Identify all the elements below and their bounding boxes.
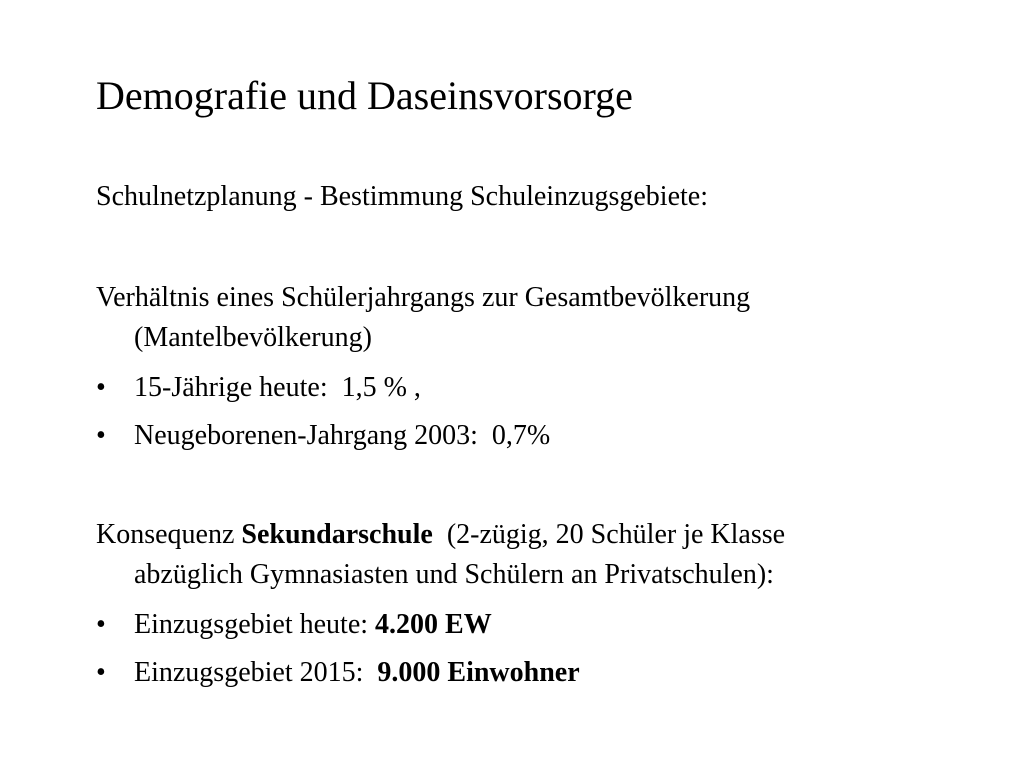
- ratio-paragraph: [96, 278, 956, 358]
- bullet-icon: •: [96, 372, 106, 403]
- ratio-bullet-1: [96, 368, 421, 408]
- consequence-bullet-2-value: 9.000 Einwohner: [377, 657, 580, 688]
- ratio-line-2: (Mantelbevölkerung): [134, 322, 372, 353]
- ratio-bullet-1-text: 15-Jährige heute: 1,5 % ,: [134, 372, 421, 403]
- ratio-bullet-2-text: Neugeborenen-Jahrgang 2003: 0,7%: [134, 420, 551, 451]
- slide-title: Demografie und Daseinsvorsorge: [96, 73, 633, 118]
- consequence-emphasis: Sekundarschule: [241, 519, 433, 550]
- consequence-bullet-1-value: 4.200 EW: [375, 609, 492, 640]
- consequence-suffix: (2-zügig, 20 Schüler je Klasse: [432, 519, 786, 550]
- bullet-icon: •: [96, 657, 106, 688]
- consequence-bullet-2: [96, 653, 580, 693]
- consequence-bullet-1-label: Einzugsgebiet heute:: [134, 609, 376, 640]
- consequence-paragraph: [96, 515, 956, 595]
- consequence-bullet-1: [96, 605, 492, 645]
- ratio-line-1: Verhältnis eines Schülerjahrgangs zur Gesamtbevölkerung: [96, 282, 751, 313]
- ratio-bullet-2: [96, 416, 550, 456]
- consequence-bullet-2-label: Einzugsgebiet 2015:: [134, 657, 378, 688]
- bullet-icon: •: [96, 609, 106, 640]
- consequence-prefix: Konsequenz: [96, 519, 242, 550]
- consequence-line-2: abzüglich Gymnasiasten und Schülern an Privatschulen):: [134, 559, 774, 590]
- subtitle: Schulnetzplanung - Bestimmung Schuleinzugsgebiete:: [96, 181, 708, 212]
- bullet-icon: •: [96, 420, 106, 451]
